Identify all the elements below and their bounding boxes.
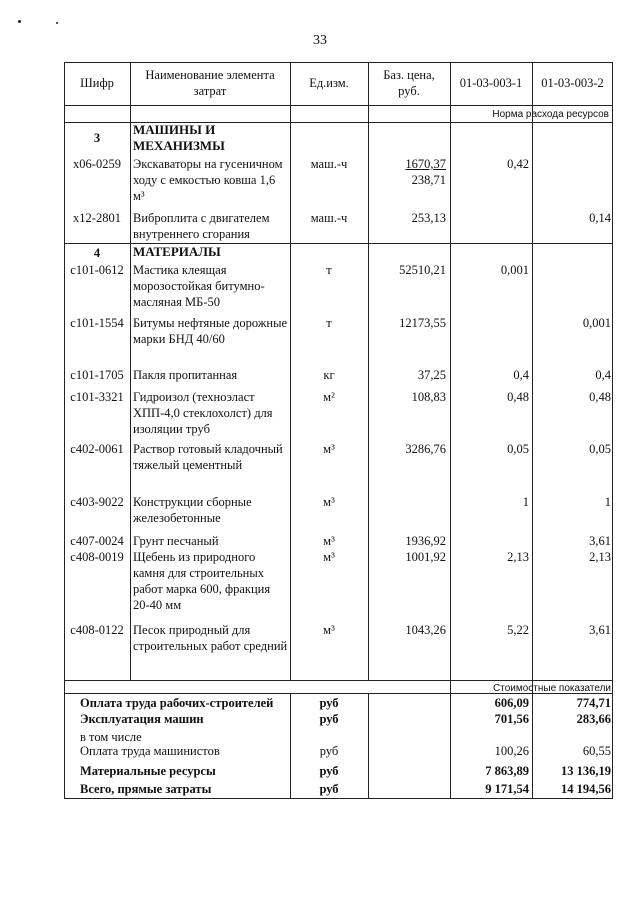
- summary-value-col1: 701,56: [494, 712, 529, 726]
- cost-label: Стоимостные показатели: [493, 683, 611, 694]
- resource-code: с402-0061: [70, 442, 124, 456]
- resource-unit: маш.-ч: [310, 211, 348, 225]
- base-price: 37,25: [417, 368, 446, 382]
- summary-label: Всего, прямые затраты: [80, 782, 212, 796]
- header-price: Баз. цена, руб.: [383, 68, 435, 98]
- resource-name: Щебень из природного камня для строительных работ марка 600, фракция 20-40 мм: [133, 550, 271, 612]
- resource-code: с408-0019: [70, 550, 124, 564]
- summary-value-col2: 13 136,19: [561, 764, 611, 778]
- resource-unit: т: [326, 263, 332, 277]
- summary-label: Оплата труда машинистов: [80, 744, 220, 758]
- page-number: 33: [313, 33, 327, 48]
- norm-value-col1: 0,001: [500, 263, 529, 277]
- norm-value-col2: 0,05: [589, 442, 611, 456]
- resource-name: Песок природный для строительных работ средний: [133, 623, 288, 653]
- norm-value-col2: 2,13: [589, 550, 611, 564]
- base-price: 1001,92: [405, 550, 446, 564]
- norm-value-col1: 0,05: [507, 442, 529, 456]
- resource-name: Грунт песчаный: [133, 534, 219, 548]
- norm-value-col1: 2,13: [507, 550, 529, 564]
- base-price-alt: 238,71: [411, 173, 446, 187]
- resource-unit: м³: [323, 623, 335, 637]
- summary-label: в том числе: [80, 730, 142, 744]
- header-col2: 01-03-003-2: [541, 76, 604, 90]
- resource-code: с101-1554: [70, 316, 124, 330]
- resource-unit: маш.-ч: [310, 157, 348, 171]
- norm-value-col1: 0,4: [513, 368, 529, 382]
- norm-label: Норма расхода ресурсов: [492, 109, 609, 120]
- resource-name: Мастика клеящая морозостойкая битумно-масляная МБ-50: [133, 263, 265, 309]
- norm-value-col2: 0,48: [589, 390, 611, 404]
- section-number: 4: [93, 246, 101, 260]
- norm-value-col2: 1: [604, 495, 611, 509]
- base-price: 1043,26: [405, 623, 446, 637]
- resource-unit: м³: [323, 534, 335, 548]
- norm-value-col2: 3,61: [589, 623, 611, 637]
- summary-value-col2: 60,55: [582, 744, 611, 758]
- summary-unit: руб: [319, 764, 339, 778]
- summary-value-col1: 9 171,54: [485, 782, 529, 796]
- section-number: 3: [93, 131, 101, 145]
- base-price: 12173,55: [399, 316, 446, 330]
- norm-value-col1: 5,22: [507, 623, 529, 637]
- resource-code: с403-9022: [70, 495, 124, 509]
- base-price: 1936,92: [405, 534, 446, 548]
- section-title: МАШИНЫ И МЕХАНИЗМЫ: [133, 122, 225, 153]
- resource-name: Экскаваторы на гусеничном ходу с емкостью ковша 1,6 м³: [133, 157, 283, 203]
- resource-code: с407-0024: [70, 534, 124, 548]
- base-price: 253,13: [411, 211, 446, 225]
- resource-code: с101-0612: [70, 263, 124, 277]
- header-code: Шифр: [80, 76, 114, 90]
- summary-unit: руб: [319, 744, 339, 758]
- resource-unit: м²: [323, 390, 335, 404]
- summary-value-col1: 7 863,89: [485, 764, 529, 778]
- resource-name: Конструкции сборные железобетонные: [133, 495, 252, 525]
- header-unit: Ед.изм.: [309, 76, 349, 90]
- summary-value-col2: 283,66: [576, 712, 611, 726]
- summary-value-col2: 774,71: [576, 696, 611, 710]
- resource-name: Раствор готовый кладочный тяжелый цементный: [133, 442, 283, 472]
- norm-value-col2: 0,001: [582, 316, 611, 330]
- summary-unit: руб: [319, 782, 339, 796]
- resource-name: Битумы нефтяные дорожные марки БНД 40/60: [133, 316, 288, 346]
- resource-code: х06-0259: [73, 157, 121, 171]
- resource-code: х12-2801: [73, 211, 121, 225]
- summary-label: Эксплуатация машин: [80, 712, 204, 726]
- scan-speck: [56, 22, 58, 24]
- section-title: МАТЕРИАЛЫ: [133, 244, 221, 259]
- norm-value-col2: 0,4: [595, 368, 611, 382]
- resource-unit: м³: [323, 550, 335, 564]
- base-price: 108,83: [411, 390, 446, 404]
- header-col1: 01-03-003-1: [459, 76, 523, 90]
- norm-value-col2: 0,14: [589, 211, 611, 225]
- norm-value-col1: 1: [522, 495, 529, 509]
- summary-value-col2: 14 194,56: [561, 782, 611, 796]
- resource-name: Гидроизол (техноэласт ХПП-4,0 стеклохолст) для изоляции труб: [133, 390, 273, 436]
- scan-speck: [18, 20, 21, 23]
- base-price: 3286,76: [405, 442, 446, 456]
- resource-name: Виброплита с двигателем внутреннего сгорания: [133, 211, 270, 241]
- resource-code: с101-1705: [70, 368, 124, 382]
- col-divider: [368, 693, 369, 799]
- header-name: Наименование элемента затрат: [145, 68, 275, 98]
- summary-value-col1: 100,26: [494, 744, 529, 758]
- resource-code: с101-3321: [70, 390, 124, 404]
- norm-value-col1: 0,42: [507, 157, 529, 171]
- row-divider: [64, 105, 613, 106]
- summary-label: Материальные ресурсы: [80, 764, 216, 778]
- summary-label: Оплата труда рабочих-строителей: [80, 696, 274, 710]
- base-price: 1670,37: [405, 157, 446, 171]
- resource-code: с408-0122: [70, 623, 124, 637]
- resource-unit: м³: [323, 442, 335, 456]
- summary-unit: руб: [319, 696, 339, 710]
- resource-unit: т: [326, 316, 332, 330]
- norm-value-col2: 3,61: [589, 534, 611, 548]
- resource-unit: м³: [323, 495, 335, 509]
- summary-value-col1: 606,09: [494, 696, 529, 710]
- norm-value-col1: 0,48: [507, 390, 529, 404]
- summary-unit: руб: [319, 712, 339, 726]
- resource-name: Пакля пропитанная: [133, 368, 238, 382]
- base-price: 52510,21: [399, 263, 446, 277]
- resource-unit: кг: [323, 368, 335, 382]
- col-divider: [130, 62, 131, 680]
